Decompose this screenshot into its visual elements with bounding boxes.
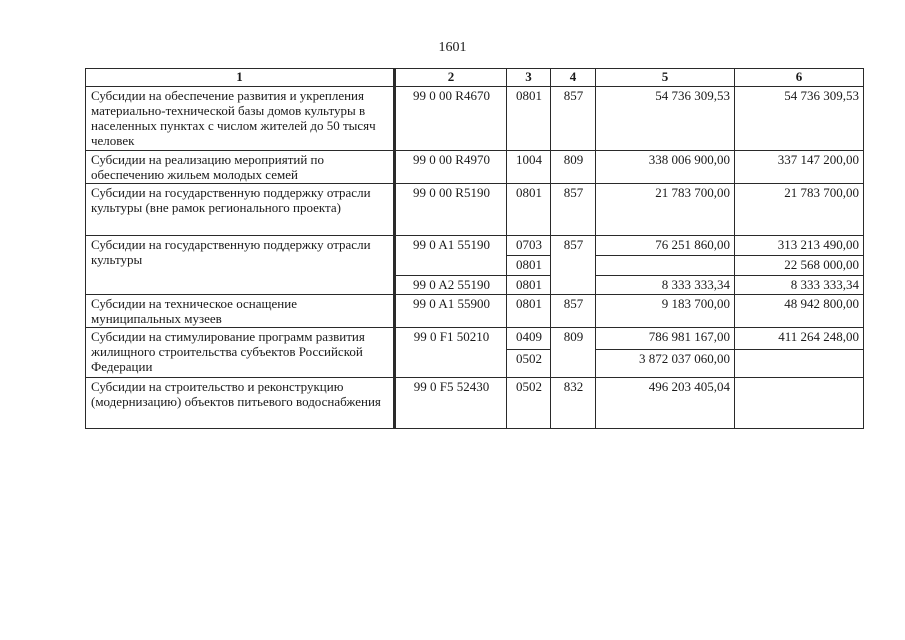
row-value-5: 338 006 900,00 — [596, 151, 735, 184]
row-name: Субсидии на реализацию мероприятий по обеспечению жильем молодых семей — [86, 151, 395, 184]
row-expense-type: 809 — [551, 151, 596, 184]
row-value-6 — [735, 350, 864, 378]
row-value-5: 786 981 167,00 — [596, 328, 735, 350]
row-section-code: 0409 — [507, 328, 551, 350]
row-target-code: 99 0 A2 55190 — [395, 276, 507, 295]
row-name: Субсидии на обеспечение развития и укрепления материально-технической базы домов культуры в населенных пунктах с числом жителей до 50 тысяч человек — [86, 87, 395, 151]
row-value-6: 8 333 333,34 — [735, 276, 864, 295]
row-section-code: 0801 — [507, 295, 551, 328]
row-section-code: 1004 — [507, 151, 551, 184]
row-target-code: 99 0 F5 52430 — [395, 378, 507, 429]
table-row — [86, 87, 864, 151]
row-value-5: 9 183 700,00 — [596, 295, 735, 328]
row-section-code: 0801 — [507, 87, 551, 151]
row-expense-type: 857 — [551, 295, 596, 328]
row-name: Субсидии на государственную поддержку отрасли культуры — [86, 236, 395, 295]
header-cell-4: 4 — [551, 69, 596, 87]
table-row — [86, 328, 864, 350]
row-section-code: 0502 — [507, 350, 551, 378]
row-expense-type: 809 — [551, 328, 596, 378]
row-name: Субсидии на строительство и реконструкцию (модернизацию) объектов питьевого водоснабжения — [86, 378, 395, 429]
row-name: Субсидии на техническое оснащение муниципальных музеев — [86, 295, 395, 328]
header-row — [86, 69, 864, 87]
table-row — [86, 184, 864, 236]
table-row — [86, 151, 864, 184]
row-target-code: 99 0 00 R4670 — [395, 87, 507, 151]
table-row — [86, 236, 864, 256]
row-expense-type: 857 — [551, 184, 596, 236]
row-value-5: 21 783 700,00 — [596, 184, 735, 236]
row-value-5: 8 333 333,34 — [596, 276, 735, 295]
row-target-code: 99 0 00 R4970 — [395, 151, 507, 184]
row-value-5: 496 203 405,04 — [596, 378, 735, 429]
header-cell-1: 1 — [86, 69, 395, 87]
row-value-5: 3 872 037 060,00 — [596, 350, 735, 378]
header-cell-2: 2 — [395, 69, 507, 87]
row-value-6: 22 568 000,00 — [735, 256, 864, 276]
row-value-5: 54 736 309,53 — [596, 87, 735, 151]
table-row — [86, 378, 864, 429]
row-section-code: 0502 — [507, 378, 551, 429]
row-value-5: 76 251 860,00 — [596, 236, 735, 256]
row-section-code: 0703 — [507, 236, 551, 256]
row-target-code: 99 0 00 R5190 — [395, 184, 507, 236]
row-name: Субсидии на стимулирование программ развития жилищного строительства субъектов Российской Федерации — [86, 328, 395, 378]
header-cell-3: 3 — [507, 69, 551, 87]
header-cell-5: 5 — [596, 69, 735, 87]
row-value-6: 48 942 800,00 — [735, 295, 864, 328]
row-target-code: 99 0 A1 55190 — [395, 236, 507, 276]
budget-table — [85, 68, 864, 429]
table-row — [86, 295, 864, 328]
page-number: 1601 — [438, 40, 467, 55]
row-value-6: 21 783 700,00 — [735, 184, 864, 236]
row-expense-type: 857 — [551, 87, 596, 151]
row-target-code: 99 0 F1 50210 — [395, 328, 507, 378]
header-cell-6: 6 — [735, 69, 864, 87]
row-name: Субсидии на государственную поддержку отрасли культуры (вне рамок регионального проекта) — [86, 184, 395, 236]
row-value-6: 411 264 248,00 — [735, 328, 864, 350]
row-value-6: 54 736 309,53 — [735, 87, 864, 151]
row-expense-type: 857 — [551, 236, 596, 295]
row-section-code: 0801 — [507, 256, 551, 276]
row-value-5 — [596, 256, 735, 276]
row-value-6 — [735, 378, 864, 429]
row-section-code: 0801 — [507, 276, 551, 295]
row-expense-type: 832 — [551, 378, 596, 429]
row-value-6: 313 213 490,00 — [735, 236, 864, 256]
row-value-6: 337 147 200,00 — [735, 151, 864, 184]
row-section-code: 0801 — [507, 184, 551, 236]
row-target-code: 99 0 A1 55900 — [395, 295, 507, 328]
